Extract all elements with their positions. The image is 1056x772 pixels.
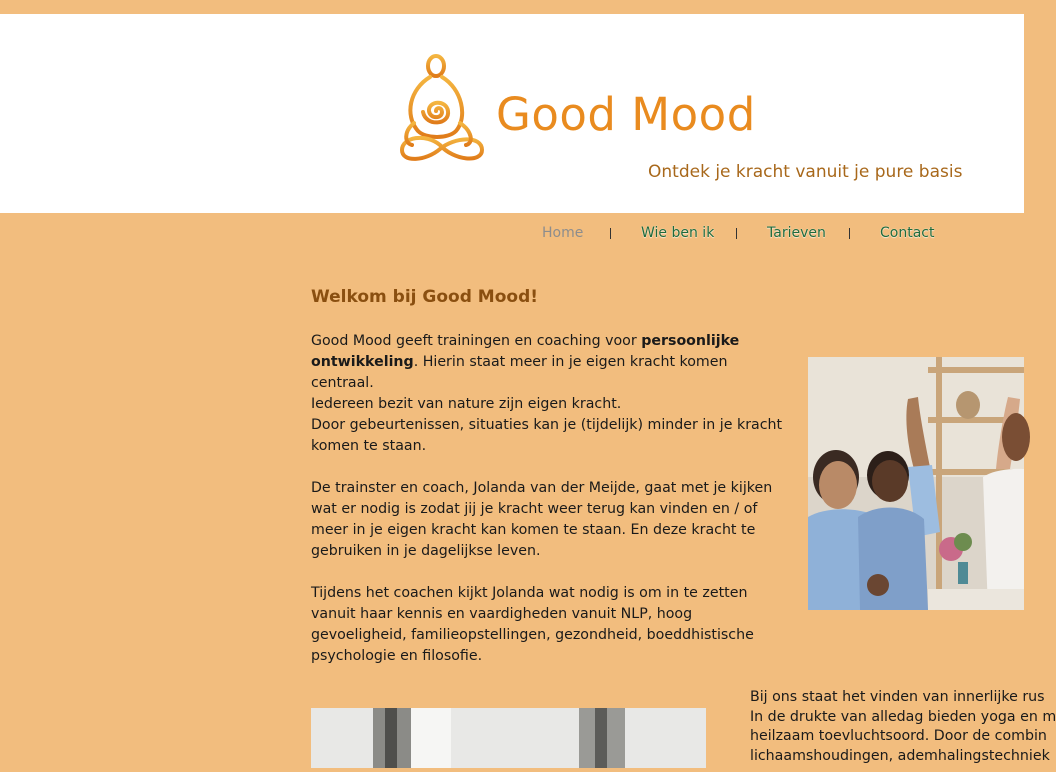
nav-divider — [849, 228, 850, 239]
intro-text-end: . Hierin staat meer in je eigen kracht komen centraal. — [311, 354, 728, 391]
intro-text: Good Mood geeft trainingen en coaching voor — [311, 333, 642, 349]
brand-name[interactable]: Good Mood — [496, 88, 756, 141]
meditation-figure-icon[interactable] — [396, 53, 488, 165]
nav-divider — [736, 228, 737, 239]
site-header — [0, 14, 1024, 213]
yoga-text-line: Bij ons staat het vinden van innerlijke rus — [750, 689, 1045, 705]
page-title: Welkom bij Good Mood! — [311, 287, 539, 307]
tagline: Ontdek je kracht vanuit je pure basis — [648, 162, 963, 182]
main-nav — [0, 213, 1024, 257]
strength-line-2: Door gebeurtenissen, situaties kan je (tijdelijk) minder in je kracht komen te staan. — [311, 417, 783, 454]
yoga-text-line: heilzaam toevluchtsoord. Door de combin — [750, 728, 1047, 744]
yoga-text-line: lichaamshoudingen, ademhalingstechniek — [750, 747, 1050, 764]
intro-paragraph — [311, 331, 791, 394]
nav-divider — [610, 228, 611, 239]
hands-photo — [311, 708, 706, 768]
nav-wie-ben-ik[interactable]: Wie ben ik — [641, 225, 715, 241]
method-paragraph: Tijdens het coachen kijkt Jolanda wat nodig is om in te zetten vanuit haar kennis en vaardigheden vanuit NLP, hoog gevoeligheid, familieopstellingen, gezondheid, boeddhistische psychologie en filosofie. — [311, 585, 754, 664]
strength-paragraph — [311, 394, 791, 457]
nav-home[interactable]: Home — [542, 225, 584, 241]
intro-emphasis: persoonlijke ontwikkeling — [311, 333, 740, 370]
coach-paragraph: De trainster en coach, Jolanda van der Meijde, gaat met je kijken wat er nodig is zodat jij je kracht weer terug kan vinden en / of meer in je eigen kracht kan komen te staan. En deze kracht te gebruiken in je dagelijkse leven. — [311, 480, 773, 559]
team-high-five-photo — [808, 357, 1024, 610]
nav-tarieven[interactable]: Tarieven — [767, 225, 826, 241]
yoga-text-line: In de drukte van alledag bieden yoga en m — [750, 708, 1056, 725]
yoga-intro-text — [750, 688, 1056, 766]
nav-contact[interactable]: Contact — [880, 225, 935, 241]
strength-line-1: Iedereen bezit van nature zijn eigen kracht. — [311, 396, 622, 412]
